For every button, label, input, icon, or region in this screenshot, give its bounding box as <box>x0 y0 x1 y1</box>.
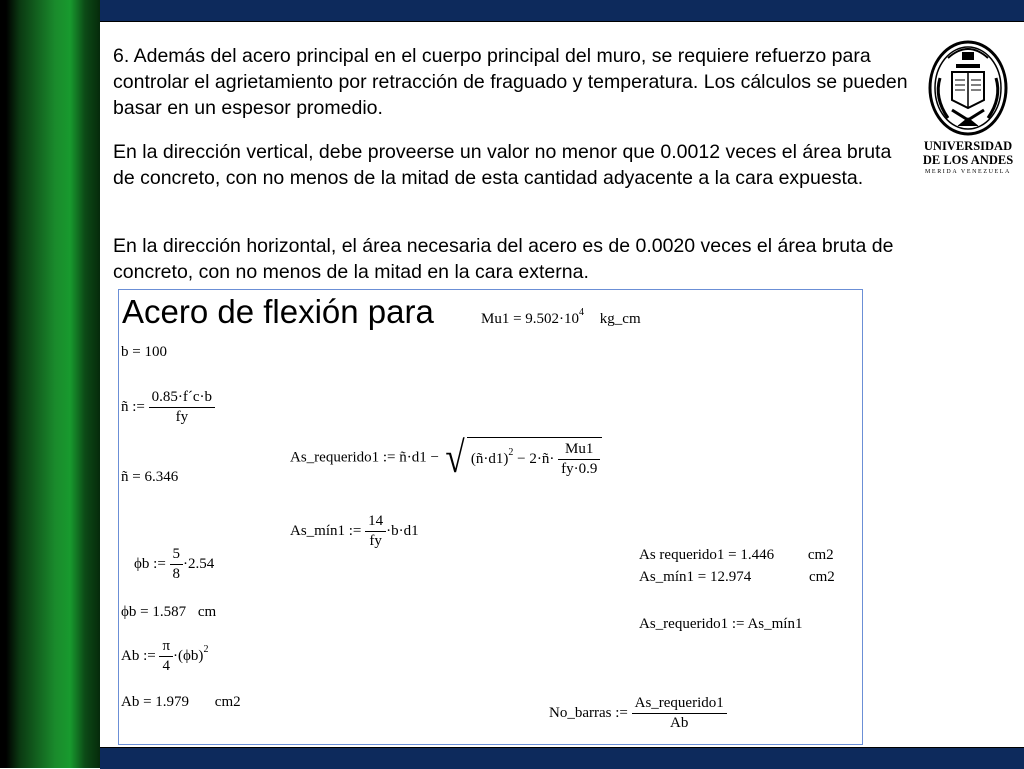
logo-text-line3: MERIDA VENEZUELA <box>925 169 1011 175</box>
mathcad-worksheet <box>118 289 863 745</box>
paragraph-3: En la dirección horizontal, el área necesaria del acero es de 0.0020 veces el área bruta de concreto, con no menos de la mitad en la cara externa. <box>113 235 894 283</box>
as-min-lhs: As_mín1 := <box>290 522 362 539</box>
phi-def-rhs: ·2.54 <box>183 555 215 572</box>
radical-icon: √ <box>445 433 465 482</box>
no-barras-numerator: As_requerido1 <box>632 694 727 714</box>
as-req-denominator: fy·0.9 <box>561 461 598 477</box>
paragraph-2: En la dirección vertical, debe proveerse un valor no menor que 0.0012 veces el área bruta de concreto, con no menos de la mitad de esta cantidad adyacente a la cara expuesta. <box>113 141 892 189</box>
n-def-denominator: fy <box>175 409 189 425</box>
mu1-exponent: 4 <box>579 307 585 318</box>
n-def-lhs: ñ := <box>121 398 145 415</box>
phi-val-unit: cm <box>197 604 217 620</box>
ab-def-lhs: Ab := <box>121 647 156 664</box>
ab-def-denominator: 4 <box>162 658 170 674</box>
ab-def-numerator: π <box>159 637 173 657</box>
sqrt-expression <box>443 433 603 482</box>
ab-definition <box>121 637 208 676</box>
phi-val-lhs: ϕb = 1.587 <box>121 604 187 620</box>
phi-value <box>121 603 216 621</box>
as-requerido-definition <box>290 433 602 482</box>
as-requerido-value <box>639 546 834 564</box>
ab-def-exponent: 2 <box>203 643 209 655</box>
top-stripe <box>100 0 1024 22</box>
as-min-fraction <box>365 512 386 551</box>
mu1-unit: kg_cm <box>599 311 641 327</box>
university-logo <box>918 38 1018 178</box>
bottom-stripe <box>100 747 1024 769</box>
phi-def-denominator: 8 <box>172 566 181 582</box>
worksheet-title: Acero de flexión para <box>122 293 434 330</box>
ab-def-fraction <box>159 637 173 676</box>
phi-def-fraction <box>170 545 184 584</box>
phi-definition <box>134 545 214 584</box>
as-req-lhs: As_requerido1 := ñ·d1 − <box>290 449 439 466</box>
no-barras-denominator: Ab <box>670 715 689 731</box>
mu1-definition <box>481 307 641 328</box>
phi-def-numerator: 5 <box>170 545 184 565</box>
n-definition <box>121 388 215 427</box>
as-min-rhs: ·b·d1 <box>386 522 419 539</box>
ab-val-unit: cm2 <box>214 694 241 710</box>
as-assignment: As_requerido1 := As_mín1 <box>639 616 803 632</box>
n-def-fraction <box>149 388 215 427</box>
as-min-val-unit: cm2 <box>808 569 835 585</box>
ab-value <box>121 693 241 711</box>
sqrt-body <box>467 437 602 479</box>
as-req-exponent: 2 <box>508 446 514 458</box>
as-min-value <box>639 568 835 586</box>
mu1-lhs: Mu1 = 9.502·10 <box>481 311 580 327</box>
as-req-inner1: (ñ·d1) <box>470 450 509 467</box>
paragraph-1: 6. Además del acero principal en el cuerpo principal del muro, se requiere refuerzo para controlar el agrietamiento por retracción de fraguado y temperatura. Los cálculos se pueden basar en un espesor promedio. <box>113 45 908 119</box>
no-barras-fraction <box>632 694 727 733</box>
left-decorative-bar <box>0 0 100 768</box>
no-barras-definition <box>549 694 727 733</box>
as-min-definition <box>290 512 419 551</box>
as-min-numerator: 14 <box>365 512 386 532</box>
university-seal-icon <box>918 38 1018 138</box>
as-req-inner2: − 2·ñ· <box>517 450 555 467</box>
ab-def-rhs: ·(ϕb) <box>173 647 204 664</box>
as-req-val-unit: cm2 <box>807 547 834 563</box>
ab-val-lhs: Ab = 1.979 <box>121 694 190 710</box>
b-value: b = 100 <box>121 344 167 360</box>
as-req-val-lhs: As requerido1 = 1.446 <box>639 547 775 563</box>
as-req-fraction <box>558 440 600 479</box>
no-barras-lhs: No_barras := <box>549 704 628 721</box>
as-min-denominator: fy <box>369 533 382 549</box>
phi-def-lhs: ϕb := <box>134 555 166 572</box>
as-req-numerator: Mu1 <box>558 440 600 460</box>
n-value: ñ = 6.346 <box>121 469 179 485</box>
n-def-numerator: 0.85·f´c·b <box>149 388 215 408</box>
logo-text-line2: DE LOS ANDES <box>922 153 1014 167</box>
as-min-val-lhs: As_mín1 = 12.974 <box>639 569 752 585</box>
logo-text-line1: UNIVERSIDAD <box>923 139 1013 153</box>
